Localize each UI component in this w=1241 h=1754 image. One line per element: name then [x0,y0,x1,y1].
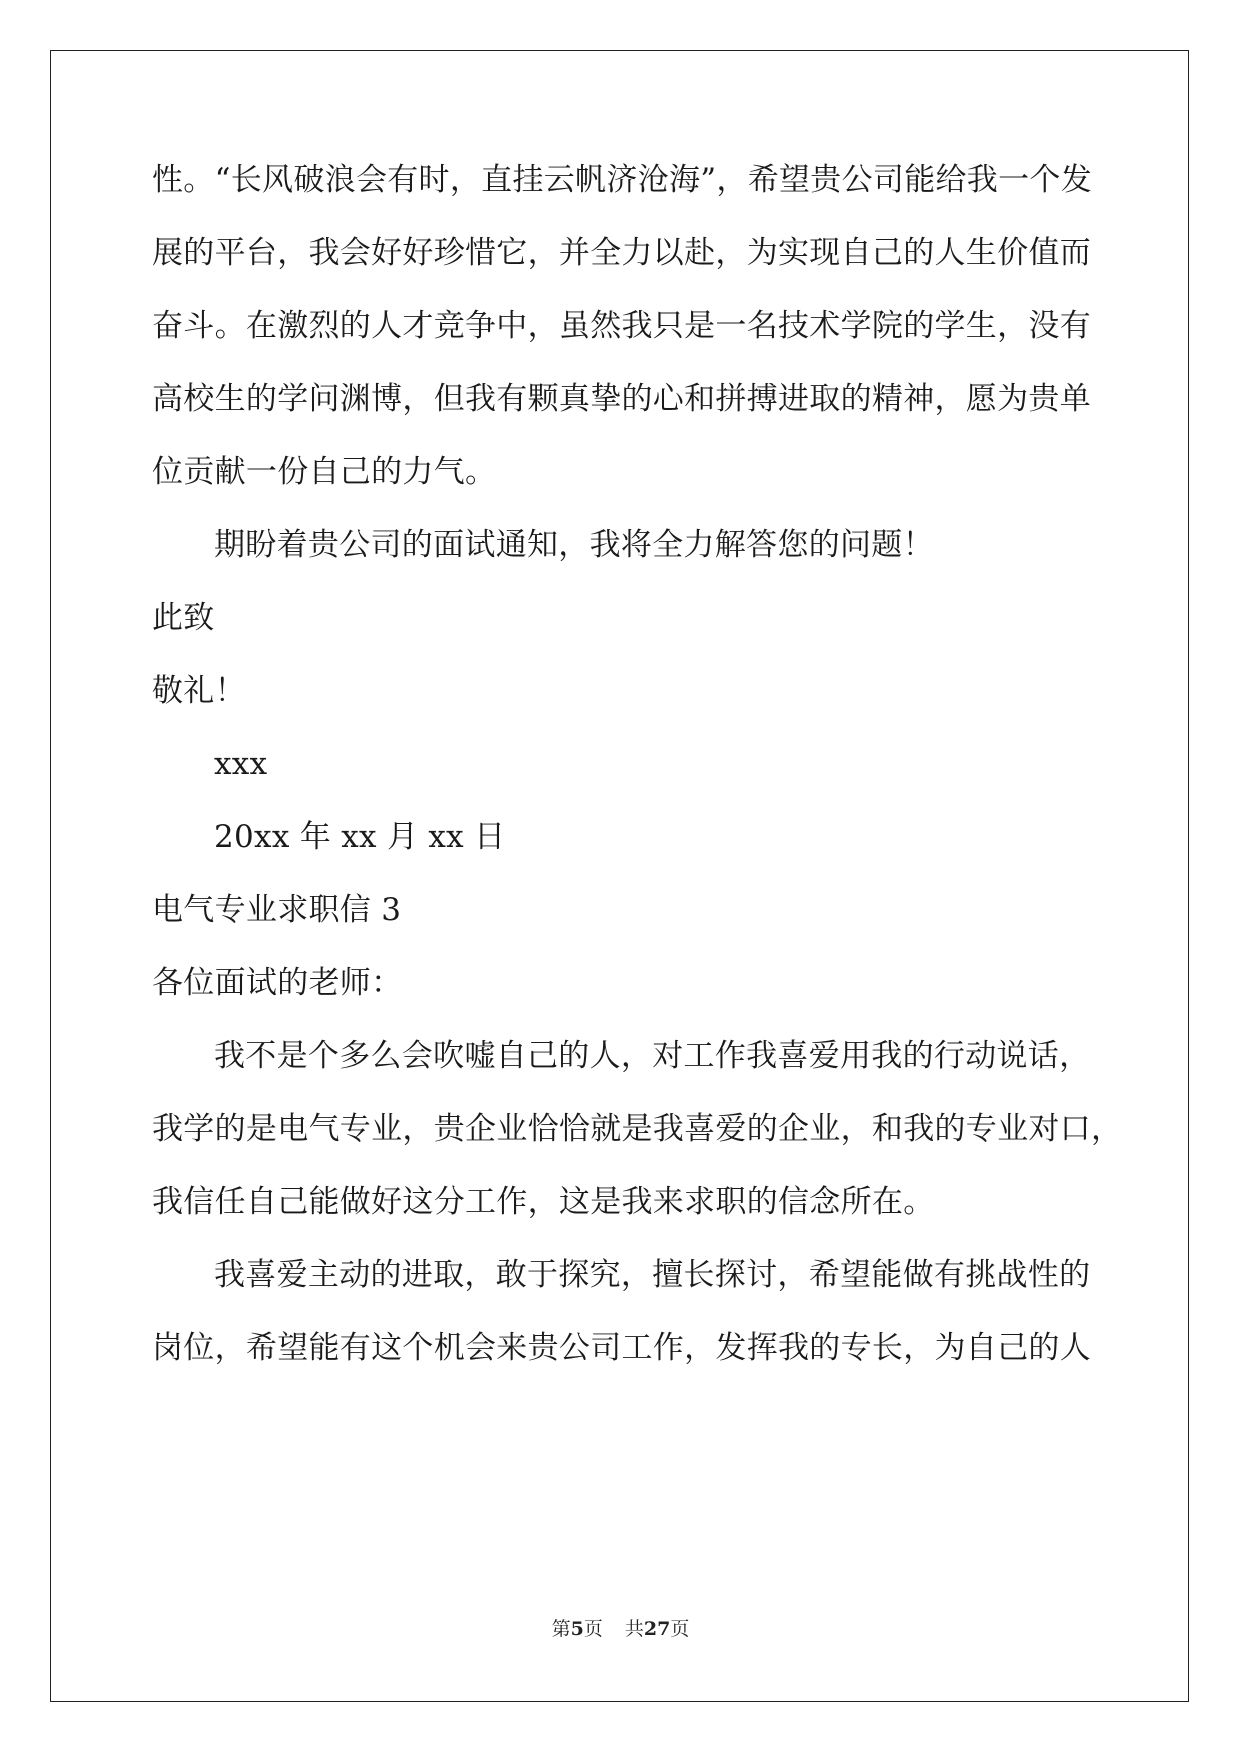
footer-total-prefix: 共 [624,1618,644,1640]
body-line: 期盼着贵公司的面试通知，我将全力解答您的问题！ [214,527,934,563]
footer-total-unit: 页 [670,1618,690,1640]
footer-prefix: 第 [551,1618,571,1640]
body-line: 岗位，希望能有这个机会来贵公司工作，发挥我的专长，为自己的人 [152,1330,1091,1366]
page-footer [0,1617,1241,1641]
greeting-line: 各位面试的老师： [152,965,403,1001]
footer-page-unit: 页 [583,1618,603,1640]
footer-total-pages: 27 [643,1618,671,1640]
body-line: 我不是个多么会吹嘘自己的人，对工作我喜爱用我的行动说话， [214,1038,1091,1074]
body-line: 高校生的学问渊博，但我有颗真挚的心和拼搏进取的精神，愿为贵单 [152,381,1091,417]
body-line: 性。“长风破浪会有时，直挂云帆济沧海”，希望贵公司能给我一个发 [152,162,1092,198]
section-title: 电气专业求职信 3 [152,892,402,928]
signature-name: xxx [214,746,268,782]
body-line: 奋斗。在激烈的人才竞争中，虽然我只是一名技术学院的学生，没有 [152,308,1091,344]
salutation-line: 此致 [152,600,215,636]
salutation-line: 敬礼！ [152,673,246,709]
body-line: 展的平台，我会好好珍惜它，并全力以赴，为实现自己的人生价值而 [152,235,1091,271]
body-line: 位贡献一份自己的力气。 [152,454,497,490]
page-border [50,50,1189,1702]
footer-page-number: 5 [570,1618,584,1640]
body-line: 我学的是电气专业，贵企业恰恰就是我喜爱的企业，和我的专业对口， [152,1111,1123,1147]
signature-date: 20xx 年 xx 月 xx 日 [214,819,506,855]
body-line: 我喜爱主动的进取，敢于探究，擅长探讨，希望能做有挑战性的 [214,1257,1091,1293]
body-line: 我信任自己能做好这分工作，这是我来求职的信念所在。 [152,1184,935,1220]
